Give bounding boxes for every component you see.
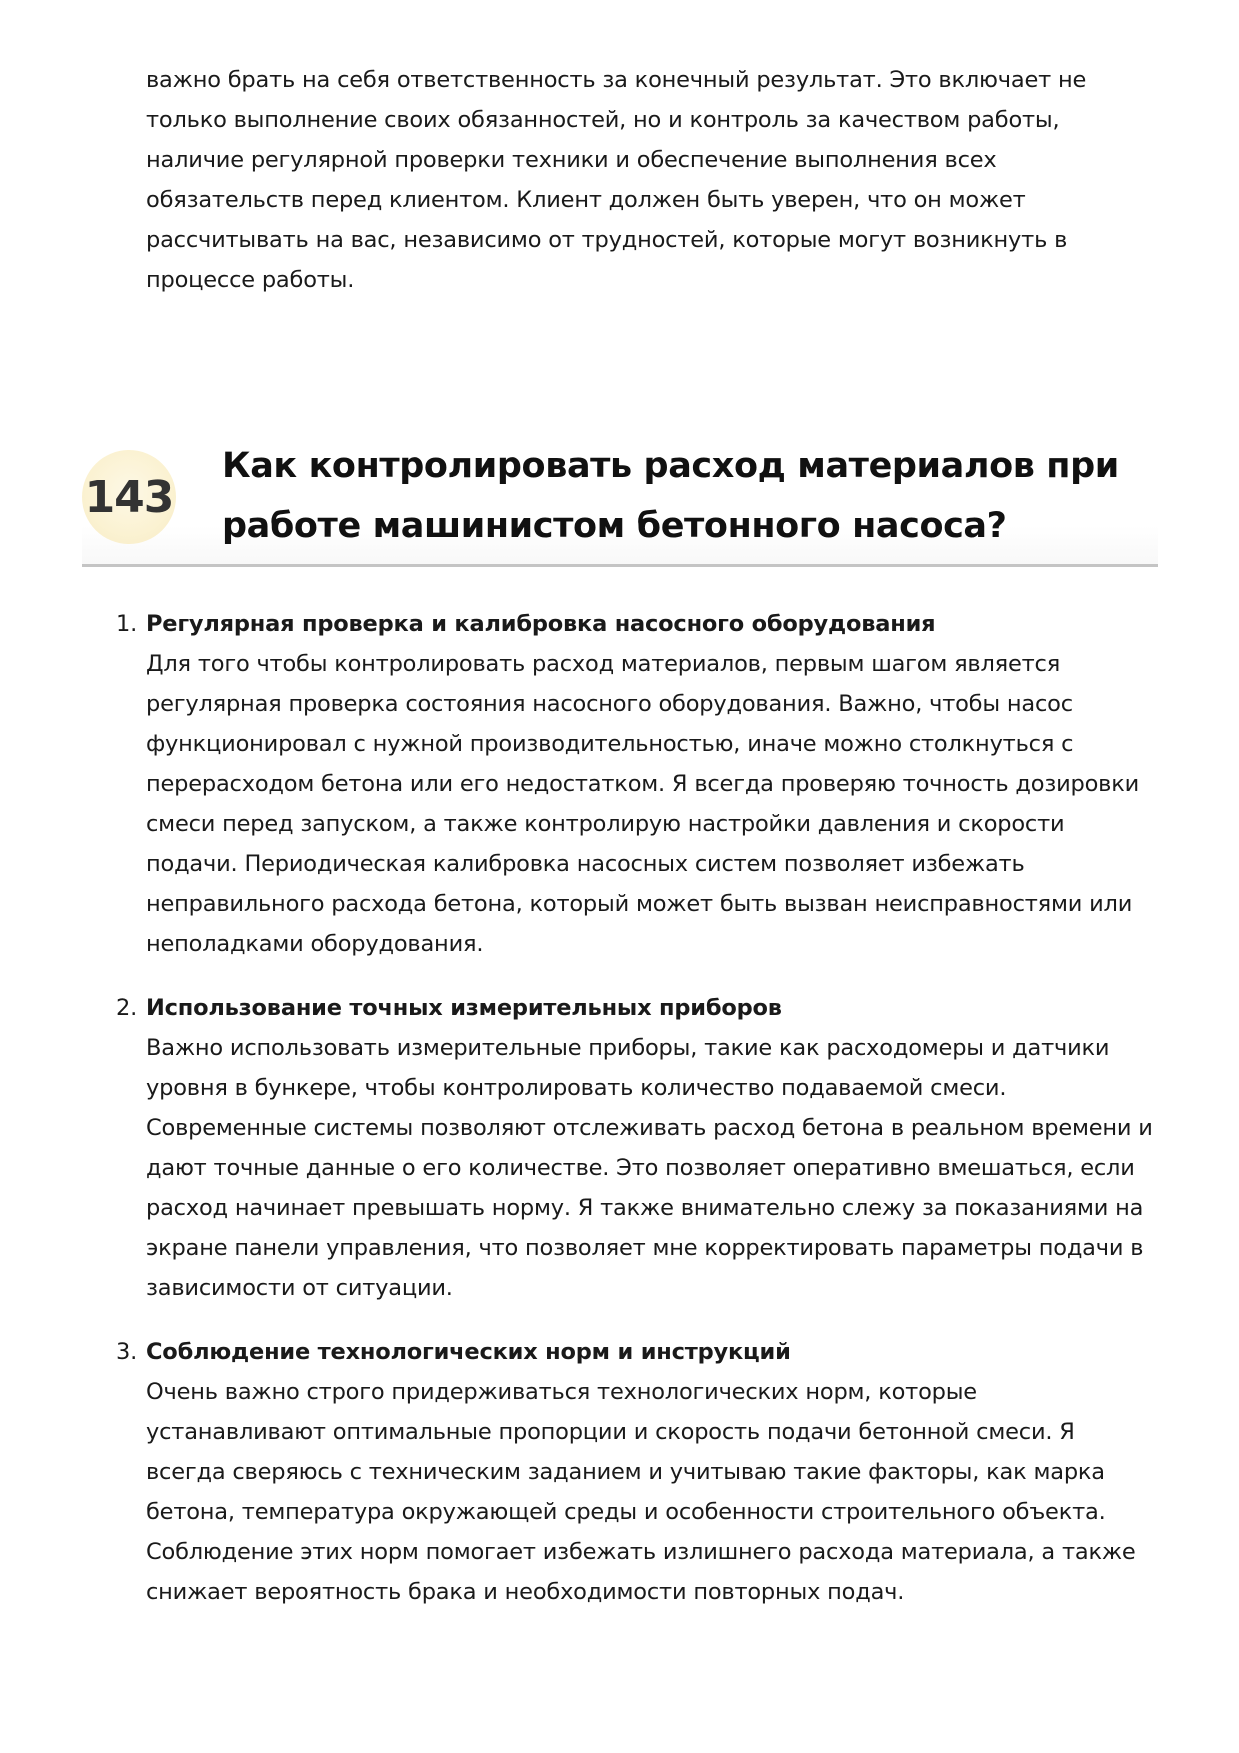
section-title: Как контролировать расход материалов при работе машинистом бетонного насоса? (222, 446, 1119, 546)
list-item-number: 3. (116, 1339, 138, 1365)
list-item-heading: Использование точных измерительных приборов (146, 995, 782, 1021)
list-item-body: Важно использовать измерительные приборы, такие как расходомеры и датчики уровня в бункере, чтобы контролировать количество подаваемой смеси. Современные системы позволяют отслеживать расход бетона в реальном времени и дают точные данные о его количестве. Это позволяет оперативно вмешаться, если расход начинает превышать норму. Я также внимательно слежу за показаниями на экране панели управления, что позволяет мне корректировать параметры подачи в зависимости от ситуации. (146, 1035, 1153, 1301)
section-header (82, 436, 1158, 567)
list-item (116, 1332, 1166, 1612)
intro-paragraph: важно брать на себя ответственность за конечный результат. Это включает не только выполнение своих обязанностей, но и контроль за качеством работы, наличие регулярной проверки техники и обеспечение выполнения всех обязательств перед клиентом. Клиент должен быть уверен, что он может рассчитывать на вас, независимо от трудностей, которые могут возникнуть в процессе работы. (146, 67, 1087, 293)
list-item (116, 604, 1166, 964)
list-item-heading: Соблюдение технологических норм и инструкций (146, 1339, 791, 1365)
list-item-body: Для того чтобы контролировать расход материалов, первым шагом является регулярная проверка состояния насосного оборудования. Важно, чтобы насос функционировал с нужной производительностью, иначе можно столкнуться с перерасходом бетона или его недостатком. Я всегда проверяю точность дозировки смеси перед запуском, а также контролирую настройки давления и скорости подачи. Периодическая калибровка насосных систем позволяет избежать неправильного расхода бетона, который может быть вызван неисправностями или неполадками оборудования. (146, 651, 1140, 957)
numbered-list (116, 604, 1166, 1612)
list-item-body: Очень важно строго придерживаться технологических норм, которые устанавливают оптимальные пропорции и скорость подачи бетонной смеси. Я всегда сверяюсь с техническим заданием и учитываю такие факторы, как марка бетона, температура окружающей среды и особенности строительного объекта. Соблюдение этих норм помогает избежать излишнего расхода материала, а также снижает вероятность брака и необходимости повторных подач. (146, 1379, 1136, 1605)
list-item-number: 2. (116, 995, 138, 1021)
list-item (116, 988, 1166, 1308)
section-number-badge: 143 (82, 450, 176, 544)
list-item-heading: Регулярная проверка и калибровка насосного оборудования (146, 611, 936, 637)
list-item-number: 1. (116, 611, 138, 637)
